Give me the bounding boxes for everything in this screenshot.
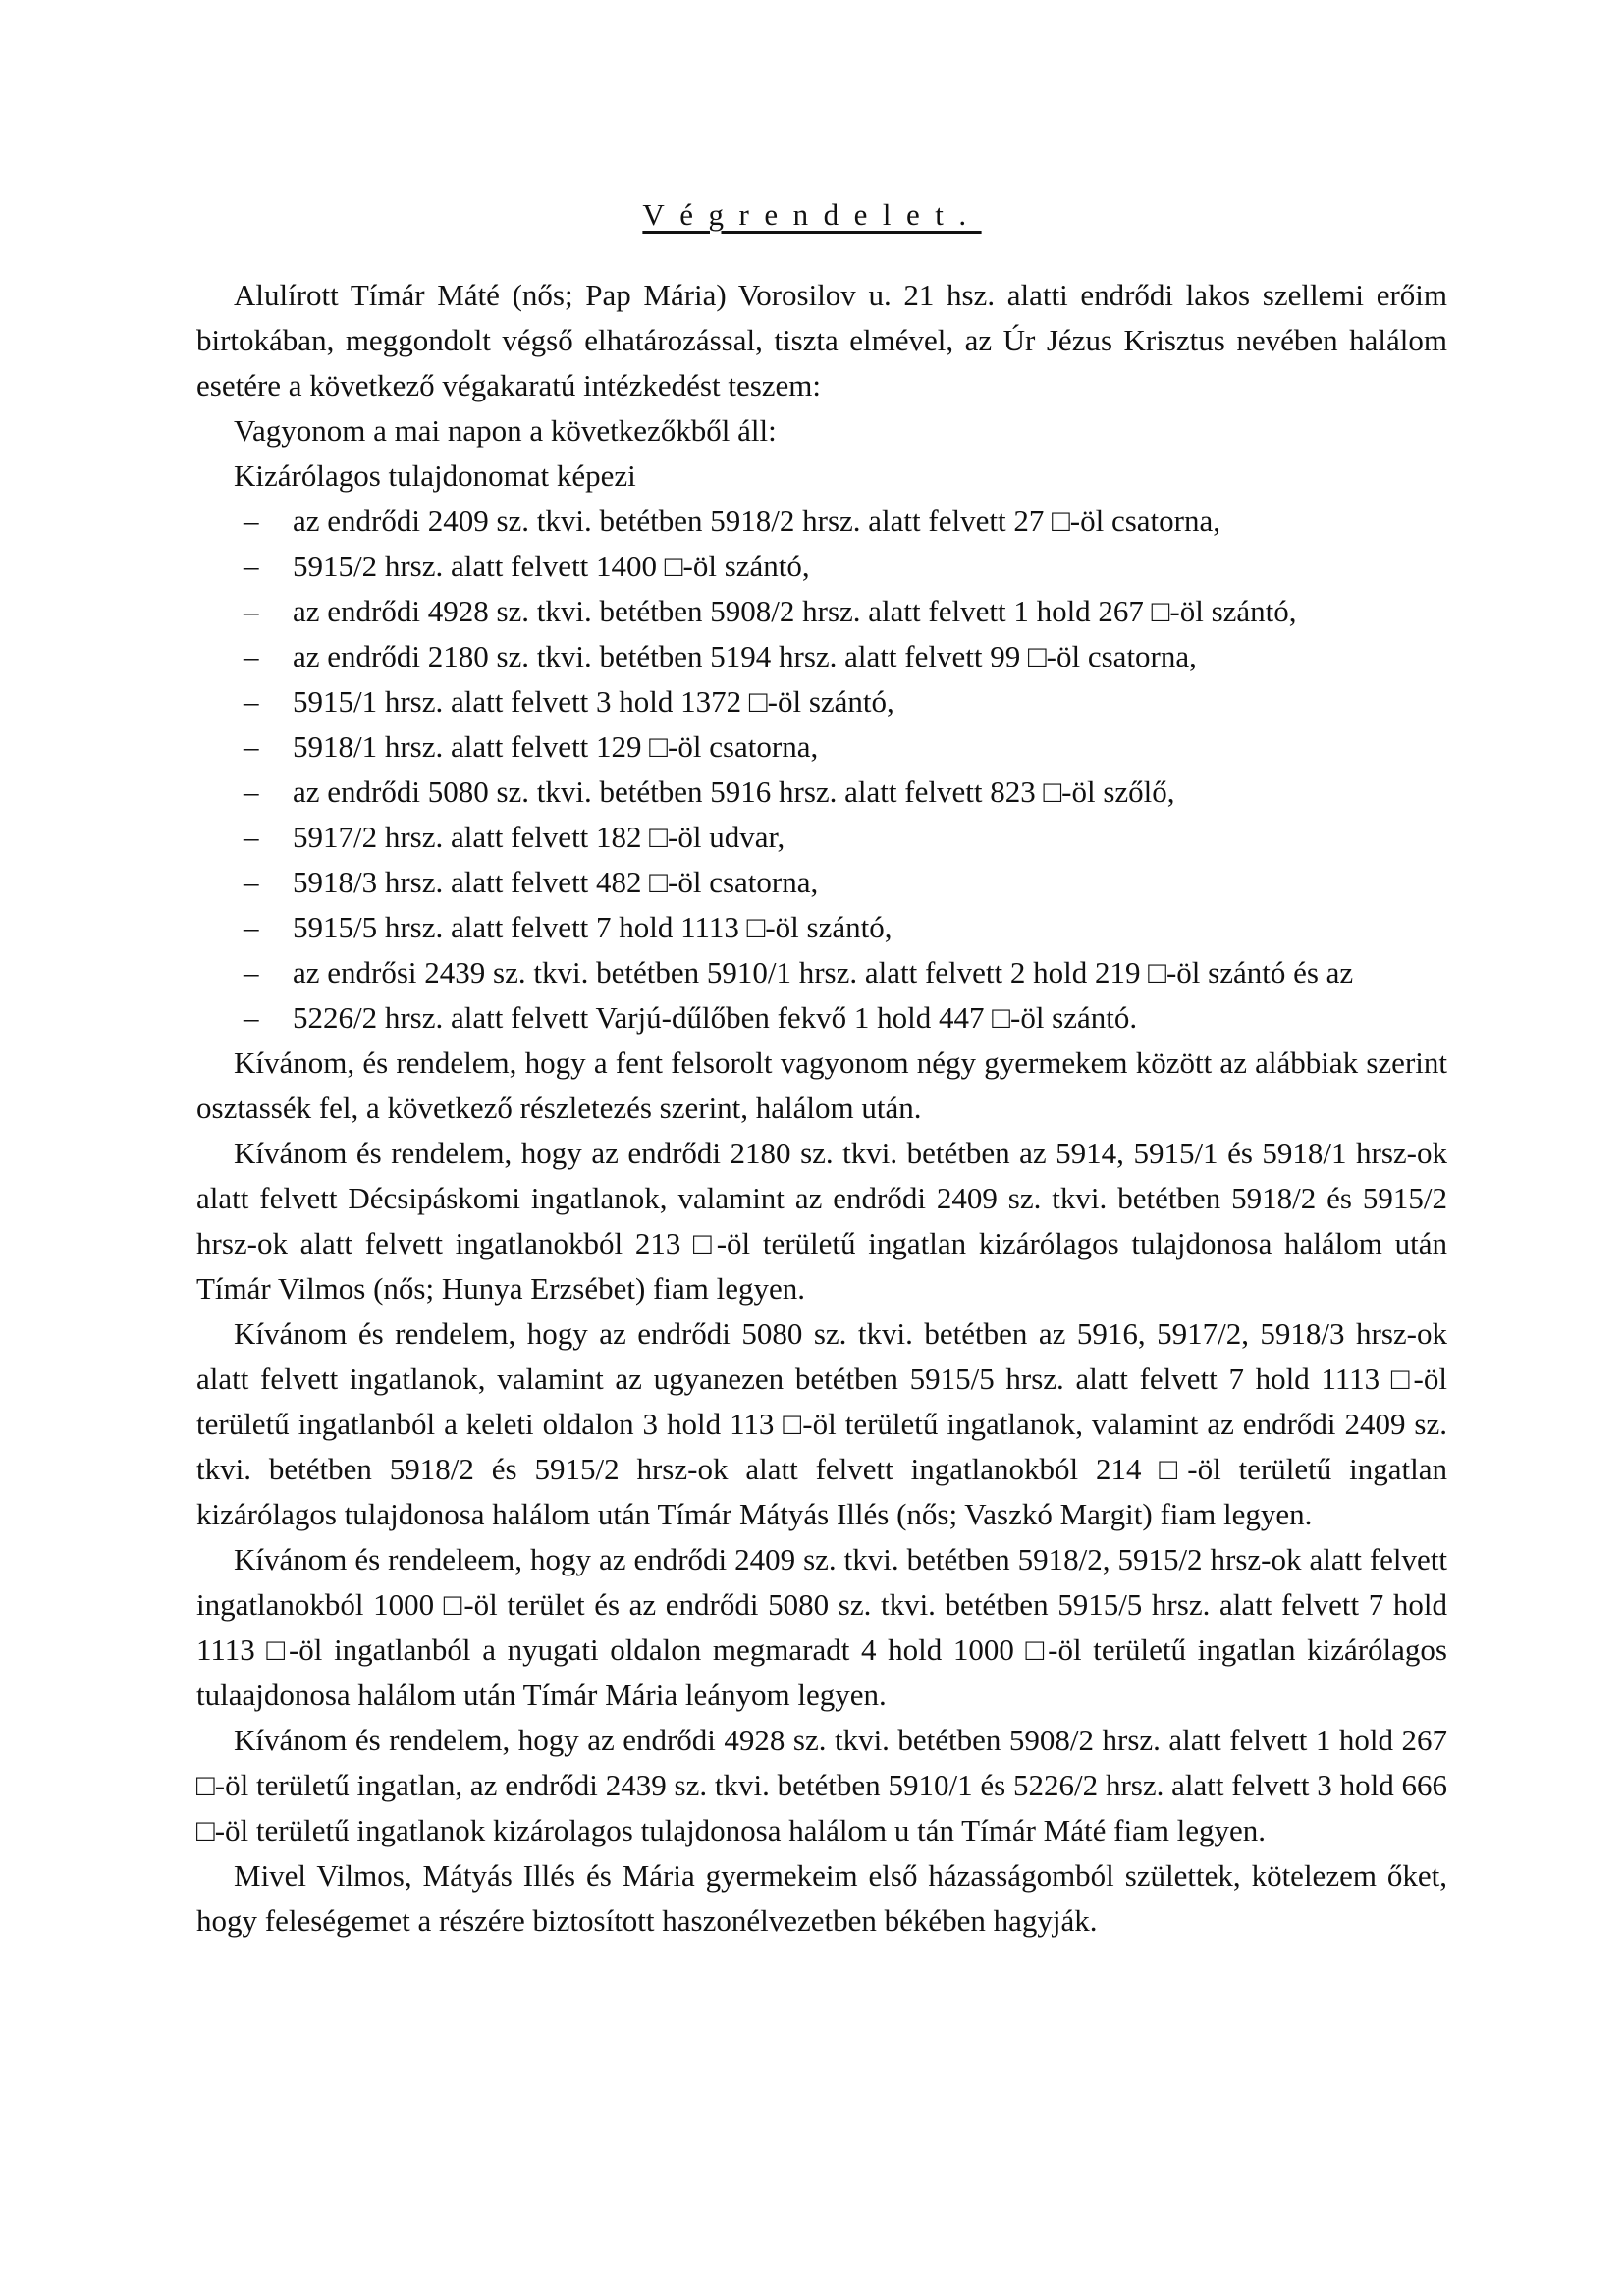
obligation-paragraph: Mivel Vilmos, Mátyás Illés és Mária gyermekeim első házasságomból születtek, kötelezem őket, hogy feleségemet a részére biztosított haszonélvezetben békében hagyják. [196,1858,1447,1938]
list-item [196,815,1447,860]
list-item-text: az endrődi 2409 sz. tkvi. betétben 5918/2 hrsz. alatt felvett 27 □-öl csatorna, [293,504,1221,538]
list-item-text: az endrődi 5080 sz. tkvi. betétben 5916 hrsz. alatt felvett 823 □-öl szőlő, [293,774,1175,809]
list-item [196,589,1447,634]
dash-bullet: – [244,594,259,628]
intro-paragraph: Alulírott Tímár Máté (nős; Pap Mária) Vorosilov u. 21 hsz. alatti endrődi lakos szellemi erőim birtokában, meggondolt végső elhatározással, tiszta elmével, az Úr Jézus Krisztus nevében halálom esetére a következő végakaratú intézkedést teszem: [196,278,1447,402]
list-item-text: 5226/2 hrsz. alatt felvett Varjú-dűlőben fekvő 1 hold 447 □-öl szántó. [293,1000,1138,1035]
list-item [196,634,1447,679]
dash-bullet: – [244,729,259,764]
dash-bullet: – [244,820,259,854]
list-item-text: 5915/1 hrsz. alatt felvett 3 hold 1372 □-öl szántó, [293,684,894,719]
property-list [196,499,1447,1041]
list-item-text: 5918/1 hrsz. alatt felvett 129 □-öl csatorna, [293,729,819,764]
list-item [196,770,1447,815]
bequest-mate-paragraph: Kívánom és rendelem, hogy az endrődi 4928 sz. tkvi. betétben 5908/2 hrsz. alatt felvett 1 hold 267 □-öl területű ingatlan, az endrődi 2439 sz. tkvi. betétben 5910/1 és 5226/2 hrsz. alatt felvett 3 hold 666 □-öl területű ingatlanok kizárolagos tulajdonosa halálom u tán Tímár Máté fiam legyen. [196,1723,1447,1847]
division-paragraph: Kívánom, és rendelem, hogy a fent felsorolt vagyonom négy gyermekem között az alábbiak szerint osztassék fel, a következő részletezés szerint, halálom után. [196,1045,1447,1125]
list-item [196,860,1447,905]
bequest-maria-paragraph: Kívánom és rendeleem, hogy az endrődi 2409 sz. tkvi. betétben 5918/2, 5915/2 hrsz-ok alatt felvett ingatlanokból 1000 □-öl terület és az endrődi 5080 sz. tkvi. betétben 5915/5 hrsz. alatt felvett 7 hold 1113 □-öl ingatlanból a nyugati oldalon megmaradt 4 hold 1000 □-öl területű ingatlan kizárólagos tulaajdonosa halálom után Tímár Mária leányom legyen. [196,1542,1447,1712]
list-item-text: 5915/2 hrsz. alatt felvett 1400 □-öl szántó, [293,549,810,583]
list-item [196,995,1447,1041]
list-item [196,544,1447,589]
dash-bullet: – [244,910,259,944]
dash-bullet: – [244,684,259,719]
list-item [196,724,1447,770]
list-item [196,679,1447,724]
list-item [196,950,1447,995]
list-item-text: 5918/3 hrsz. alatt felvett 482 □-öl csatorna, [293,865,819,899]
list-item-text: 5917/2 hrsz. alatt felvett 182 □-öl udvar, [293,820,785,854]
dash-bullet: – [244,639,259,673]
dash-bullet: – [244,774,259,809]
list-item-text: az endrősi 2439 sz. tkvi. betétben 5910/1 hrsz. alatt felvett 2 hold 219 □-öl szántó és az [293,955,1354,989]
document-body [196,273,1447,1944]
bequest-matyas-illes-paragraph: Kívánom és rendelem, hogy az endrődi 5080 sz. tkvi. betétben az 5916, 5917/2, 5918/3 hrsz-ok alatt felvett ingatlanok, valamint az ugyanezen betétben 5915/5 hrsz. alatt felvett 7 hold 1113 □-öl területű ingatlanból a keleti oldalon 3 hold 113 □-öl területű ingatlanok, valamint az endrődi 2409 sz. tkvi. betétben 5918/2 és 5915/2 hrsz-ok alatt felvett ingatlanokból 214 □-öl területű ingatlan kizárólagos tulajdonosa halálom után Tímár Mátyás Illés (nős; Vaszkó Margit) fiam legyen. [196,1316,1447,1531]
dash-bullet: – [244,955,259,989]
list-item [196,905,1447,950]
exclusive-ownership-line: Kizárólagos tulajdonomat képezi [234,458,636,493]
assets-line: Vagyonom a mai napon a következőkből áll: [234,413,777,448]
dash-bullet: – [244,865,259,899]
dash-bullet: – [244,549,259,583]
list-item-text: 5915/5 hrsz. alatt felvett 7 hold 1113 □-öl szántó, [293,910,893,944]
list-item [196,499,1447,544]
list-item-text: az endrődi 2180 sz. tkvi. betétben 5194 hrsz. alatt felvett 99 □-öl csatorna, [293,639,1197,673]
dash-bullet: – [244,1000,259,1035]
bequest-vilmos-paragraph: Kívánom és rendelem, hogy az endrődi 2180 sz. tkvi. betétben az 5914, 5915/1 és 5918/1 hrsz-ok alatt felvett Décsipáskomi ingatlanok, valamint az endrődi 2409 sz. tkvi. betétben 5918/2 és 5915/2 hrsz-ok alatt felvett ingatlanokból 213 □-öl területű ingatlan kizárólagos tulajdonosa halálom után Tímár Vilmos (nős; Hunya Erzsébet) fiam legyen. [196,1136,1447,1306]
dash-bullet: – [244,504,259,538]
document-title: Végrendelet. [642,197,982,232]
list-item-text: az endrődi 4928 sz. tkvi. betétben 5908/2 hrsz. alatt felvett 1 hold 267 □-öl szántó, [293,594,1297,628]
